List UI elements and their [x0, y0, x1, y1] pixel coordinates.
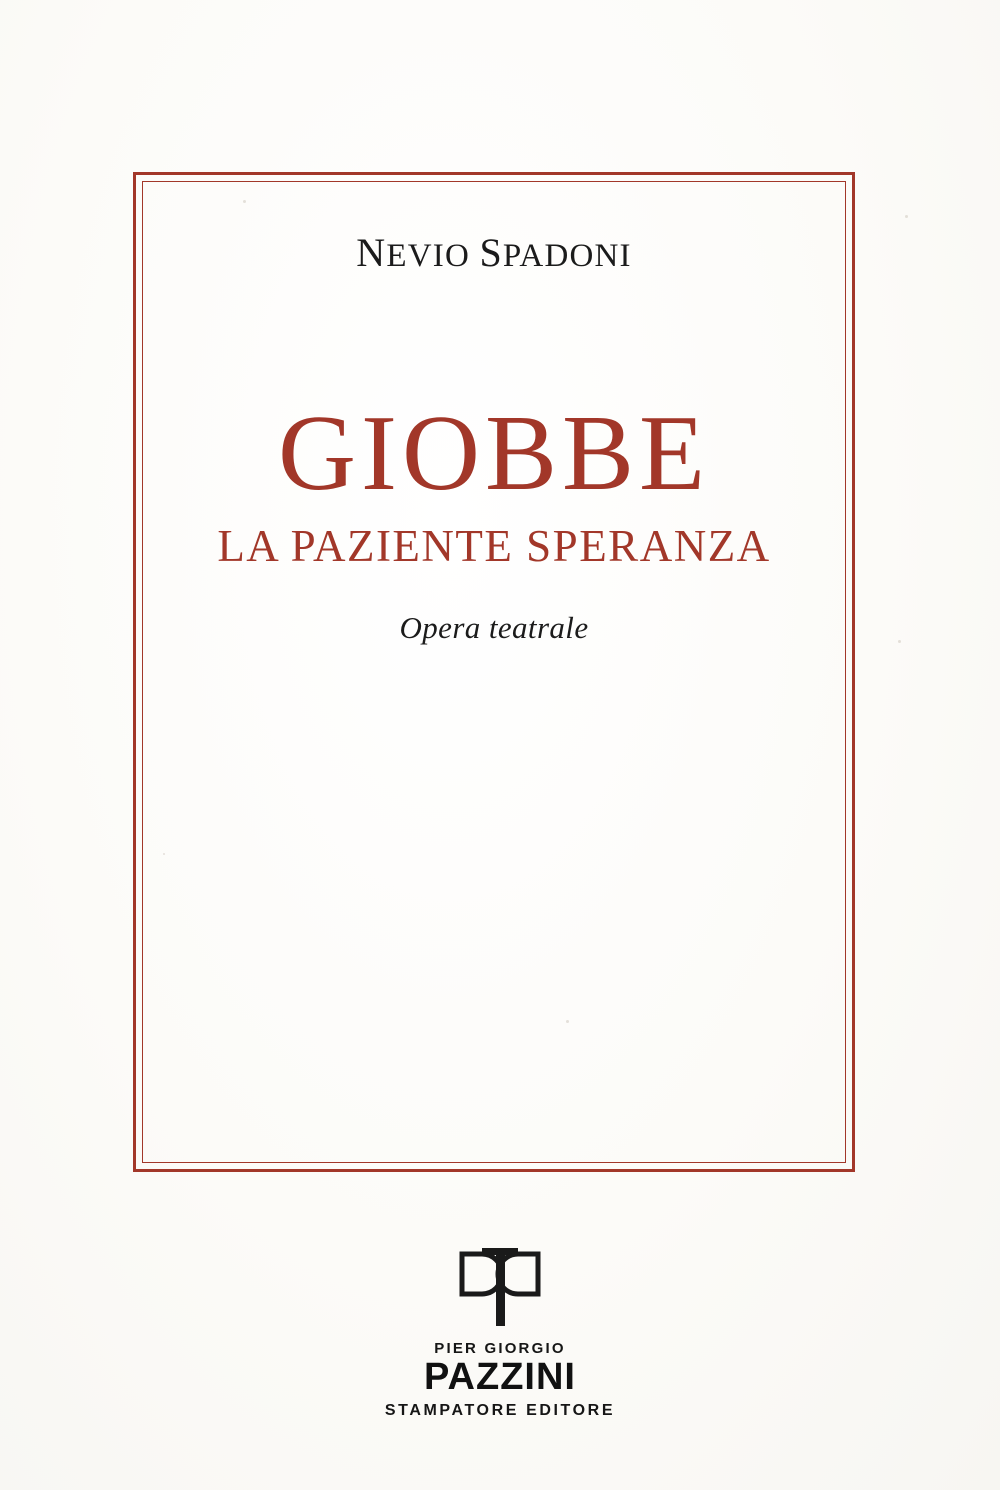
genre-label: Opera teatrale: [399, 609, 589, 645]
page-title: GIOBBE: [278, 394, 710, 513]
publisher-logo-icon: [440, 1240, 560, 1330]
author-name: [142, 231, 846, 275]
publisher-block: [0, 1240, 1000, 1420]
publisher-line-1: PIER GIORGIO: [434, 1340, 566, 1357]
title-block: [142, 181, 846, 646]
author-first-name: NEVIO: [356, 230, 470, 275]
page-subtitle: LA PAZIENTE SPERANZA: [217, 521, 771, 571]
publisher-line-2: PAZZINI: [424, 1356, 576, 1398]
publisher-line-3: STAMPATORE EDITORE: [384, 1402, 616, 1419]
author-last-name: SPADONI: [479, 230, 632, 275]
